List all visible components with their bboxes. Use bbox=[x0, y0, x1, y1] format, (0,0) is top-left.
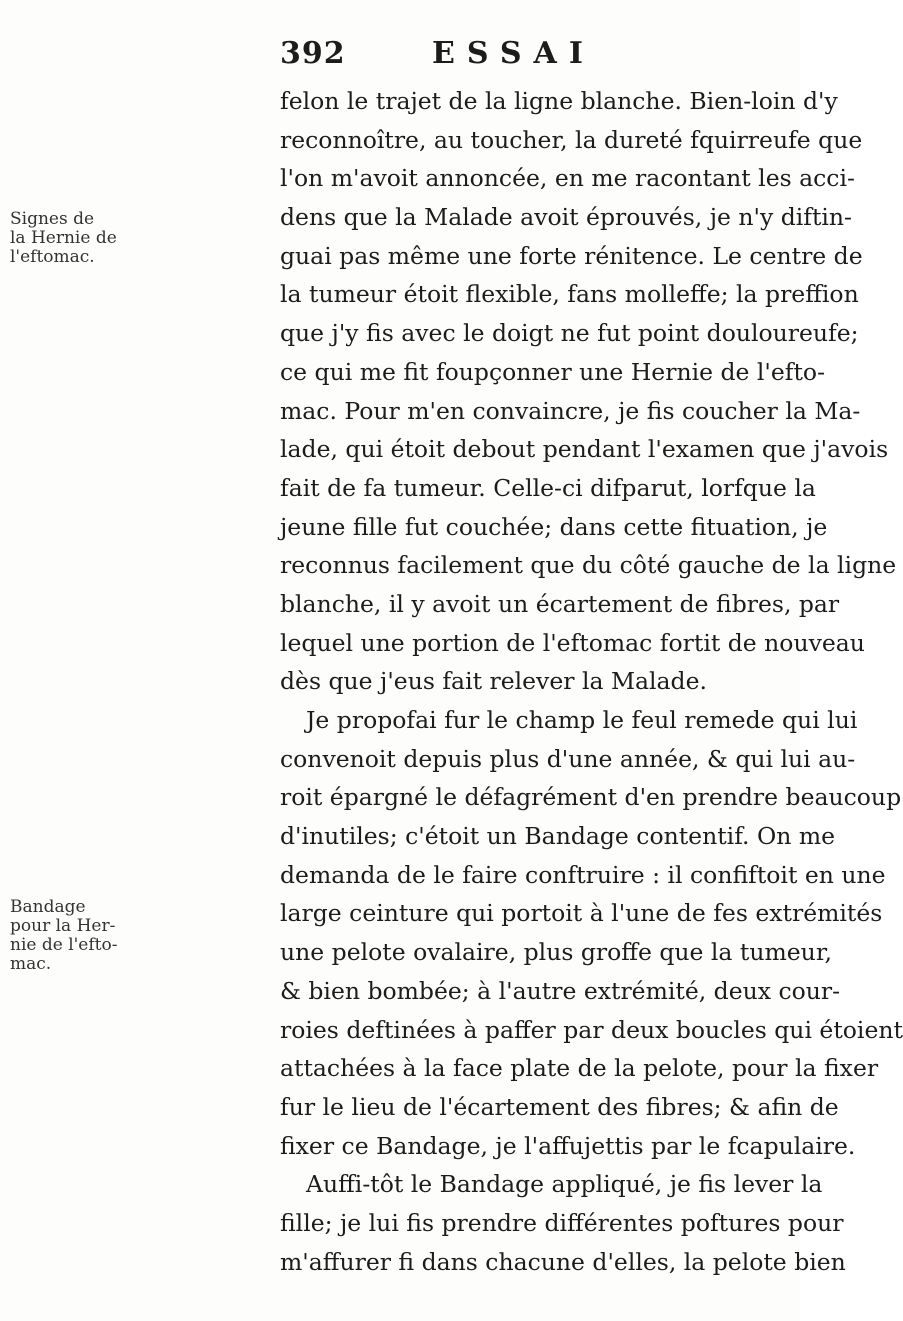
text-line: dens que la Malade avoit éprouvés, je n'y diftin- bbox=[280, 203, 852, 232]
running-head: ESSAI bbox=[432, 36, 595, 71]
text-line: mac. Pour m'en convaincre, je fis coucher la Ma- bbox=[280, 396, 861, 425]
margin-note-line: mac. bbox=[10, 954, 52, 974]
text-line: guai pas même une forte rénitence. Le centre de bbox=[280, 241, 863, 270]
text-line: d'inutiles; c'étoit un Bandage contentif. On me bbox=[280, 822, 836, 851]
text-line: lequel une portion de l'eftomac fortit de nouveau bbox=[280, 628, 865, 657]
margin-note-line: l'eftomac. bbox=[10, 247, 95, 267]
body-text bbox=[280, 82, 903, 1281]
text-line: Je propofai fur le champ le feul remede qui lui bbox=[306, 706, 858, 734]
text-line: demanda de le faire conftruire : il confiftoit en une bbox=[280, 860, 886, 889]
text-line: dès que j'eus fait relever la Malade. bbox=[280, 667, 707, 696]
text-line: convenoit depuis plus d'une année, & qui lui au- bbox=[280, 744, 856, 773]
text-line: la tumeur étoit flexible, fans molleffe; la preffion bbox=[280, 280, 859, 309]
text-line: jeune fille fut couchée; dans cette fituation, je bbox=[280, 512, 828, 541]
text-line: reconnus facilement que du côté gauche de la ligne bbox=[280, 551, 897, 580]
margin-note-bandage bbox=[10, 898, 272, 974]
margin-note-line: Bandage bbox=[10, 897, 86, 917]
text-line: Auffi-tôt le Bandage appliqué, je fis lever la bbox=[306, 1170, 823, 1199]
text-line: m'affurer fi dans chacune d'elles, la pelote bien bbox=[280, 1247, 846, 1276]
text-line: roies deftinées à paffer par deux boucles qui étoient bbox=[280, 1015, 903, 1044]
margin-note-line: la Hernie de bbox=[10, 228, 117, 248]
text-line: que j'y fis avec le doigt ne fut point douloureufe; bbox=[280, 319, 859, 348]
text-line: large ceinture qui portoit à l'une de fes extrémités bbox=[280, 899, 883, 928]
page-header bbox=[280, 36, 760, 76]
text-line: roit épargné le défagrément d'en prendre beaucoup bbox=[280, 783, 902, 812]
text-line: felon le trajet de la ligne blanche. Bien-loin d'y bbox=[280, 87, 838, 115]
margin-note-line: Signes de bbox=[10, 209, 95, 229]
margin-note-line: nie de l'efto- bbox=[10, 935, 118, 955]
text-line: attachées à la face plate de la pelote, pour la fixer bbox=[280, 1054, 879, 1083]
text-line: fait de fa tumeur. Celle-ci difparut, lorfque la bbox=[280, 473, 816, 502]
text-line: l'on m'avoit annoncée, en me racontant les acci- bbox=[280, 164, 855, 193]
text-line: blanche, il y avoit un écartement de fibres, par bbox=[280, 589, 840, 618]
page-number: 392 bbox=[280, 36, 346, 71]
text-line: fixer ce Bandage, je l'affujettis par le fcapulaire. bbox=[280, 1131, 856, 1160]
text-line: ce qui me fit foupçonner une Hernie de l'efto- bbox=[280, 357, 826, 386]
text-line: & bien bombée; à l'autre extrémité, deux cour- bbox=[280, 976, 841, 1005]
text-line: fur le lieu de l'écartement des fibres; & afin de bbox=[280, 1092, 839, 1121]
text-line: reconnoître, au toucher, la dureté fquirreufe que bbox=[280, 125, 863, 154]
margin-note-signs bbox=[10, 210, 272, 267]
margin-note-line: pour la Her- bbox=[10, 916, 116, 936]
text-line: fille; je lui fis prendre différentes poftures pour bbox=[280, 1208, 844, 1237]
text-line: une pelote ovalaire, plus groffe que la tumeur, bbox=[280, 938, 832, 967]
text-line: lade, qui étoit debout pendant l'examen que j'avois bbox=[280, 435, 889, 464]
